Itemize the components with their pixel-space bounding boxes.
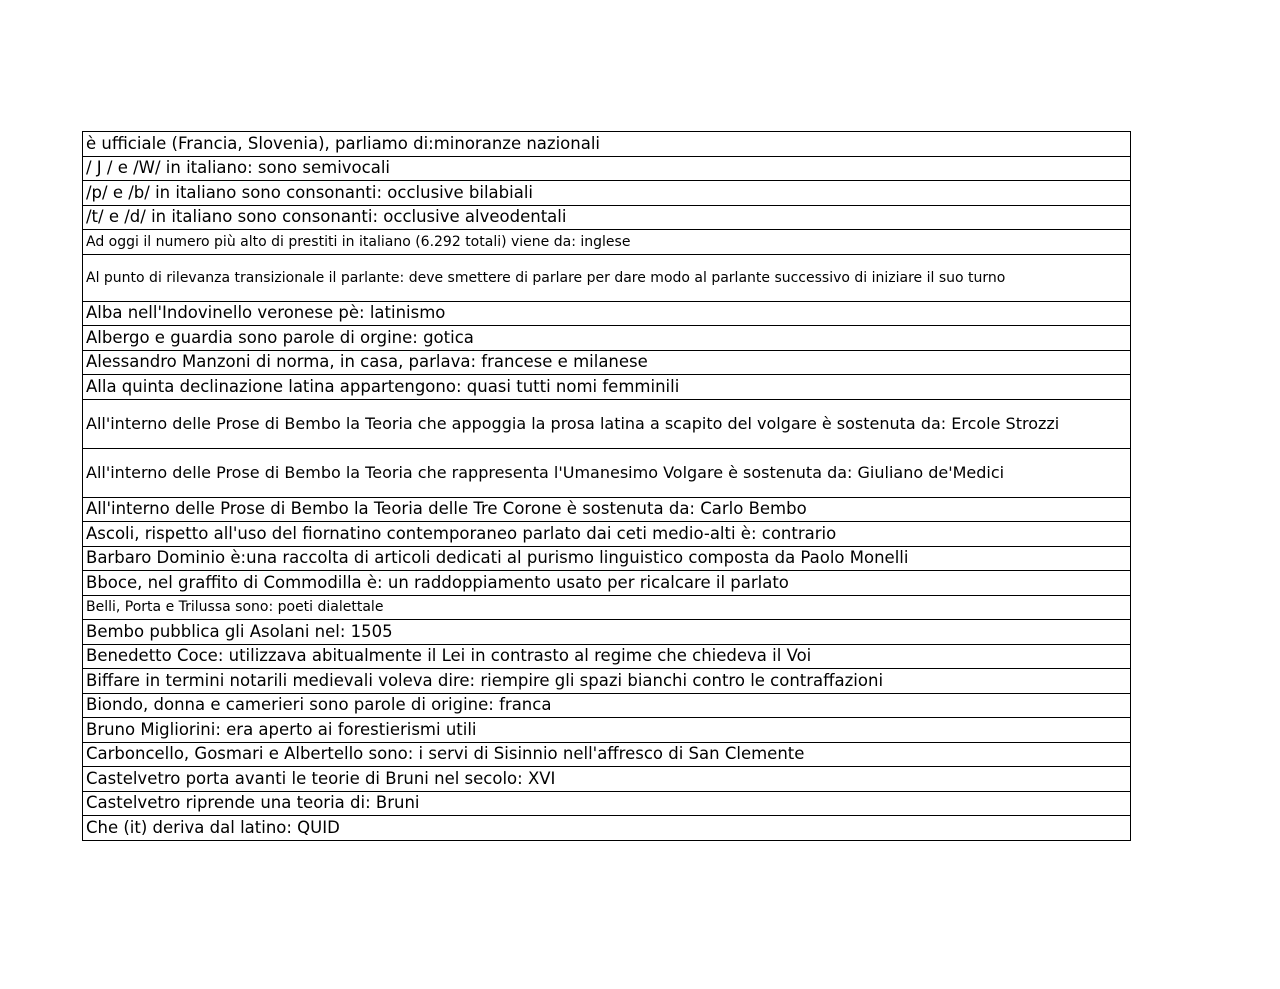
table-row — [83, 546, 1131, 571]
table-cell[interactable]: Alba nell'Indovinello veronese pè: latinismo — [83, 301, 1131, 326]
table-cell[interactable]: Bboce, nel graffito di Commodilla è: un raddoppiamento usato per ricalcare il parlato — [83, 571, 1131, 596]
table-cell[interactable]: /p/ e /b/ in italiano sono consonanti: occlusive bilabiali — [83, 181, 1131, 206]
table-cell[interactable]: Castelvetro riprende una teoria di: Bruni — [83, 791, 1131, 816]
table-cell[interactable]: Bruno Migliorini: era aperto ai forestierismi utili — [83, 718, 1131, 743]
table-row — [83, 718, 1131, 743]
spreadsheet-table — [82, 131, 1131, 841]
table-cell[interactable]: Carboncello, Gosmari e Albertello sono: i servi di Sisinnio nell'affresco di San Clemente — [83, 742, 1131, 767]
table-row — [83, 448, 1131, 497]
table-cell[interactable]: Ascoli, rispetto all'uso del fiornatino contemporaneo parlato dai ceti medio-alti è: contrario — [83, 522, 1131, 547]
table-row — [83, 230, 1131, 255]
table-row — [83, 156, 1131, 181]
table-row — [83, 595, 1131, 620]
table-cell[interactable]: Benedetto Coce: utilizzava abitualmente il Lei in contrasto al regime che chiedeva il Voi — [83, 644, 1131, 669]
table-row — [83, 205, 1131, 230]
table-row — [83, 693, 1131, 718]
table-row — [83, 132, 1131, 157]
table-cell[interactable]: Alla quinta declinazione latina appartengono: quasi tutti nomi femminili — [83, 375, 1131, 400]
table-cell[interactable]: All'interno delle Prose di Bembo la Teoria che appoggia la prosa latina a scapito del volgare è sostenuta da: Ercole Strozzi — [83, 399, 1131, 448]
table-row — [83, 767, 1131, 792]
table-cell[interactable]: Albergo e guardia sono parole di orgine: gotica — [83, 326, 1131, 351]
table-cell[interactable]: All'interno delle Prose di Bembo la Teoria delle Tre Corone è sostenuta da: Carlo Bembo — [83, 497, 1131, 522]
table-row — [83, 742, 1131, 767]
table-cell[interactable]: Al punto di rilevanza transizionale il parlante: deve smettere di parlare per dare modo al parlante successivo di iniziare il suo turno — [83, 254, 1131, 301]
table-row — [83, 791, 1131, 816]
table-cell[interactable]: Che (it) deriva dal latino: QUID — [83, 816, 1131, 841]
table-row — [83, 375, 1131, 400]
table-cell[interactable]: Biffare in termini notarili medievali voleva dire: riempire gli spazi bianchi contro le contraffazioni — [83, 669, 1131, 694]
table-row — [83, 301, 1131, 326]
table-cell[interactable]: All'interno delle Prose di Bembo la Teoria che rappresenta l'Umanesimo Volgare è sostenuta da: Giuliano de'Medici — [83, 448, 1131, 497]
table-cell[interactable]: Castelvetro porta avanti le teorie di Bruni nel secolo: XVI — [83, 767, 1131, 792]
table-row — [83, 816, 1131, 841]
table-cell[interactable]: Belli, Porta e Trilussa sono: poeti dialettale — [83, 595, 1131, 620]
table-cell[interactable]: Barbaro Dominio è:una raccolta di articoli dedicati al purismo linguistico composta da Paolo Monelli — [83, 546, 1131, 571]
table-row — [83, 644, 1131, 669]
table-cell[interactable]: /t/ e /d/ in italiano sono consonanti: occlusive alveodentali — [83, 205, 1131, 230]
table-row — [83, 254, 1131, 301]
table-cell[interactable]: Ad oggi il numero più alto di prestiti in italiano (6.292 totali) viene da: inglese — [83, 230, 1131, 255]
table-cell[interactable]: / J / e /W/ in italiano: sono semivocali — [83, 156, 1131, 181]
table-row — [83, 620, 1131, 645]
table-row — [83, 326, 1131, 351]
table-row — [83, 669, 1131, 694]
table-cell[interactable]: Bembo pubblica gli Asolani nel: 1505 — [83, 620, 1131, 645]
table-cell[interactable]: è ufficiale (Francia, Slovenia), parliamo di:minoranze nazionali — [83, 132, 1131, 157]
table-row — [83, 571, 1131, 596]
table-row — [83, 399, 1131, 448]
table-row — [83, 522, 1131, 547]
table-row — [83, 350, 1131, 375]
table-row — [83, 181, 1131, 206]
table-cell[interactable]: Biondo, donna e camerieri sono parole di origine: franca — [83, 693, 1131, 718]
table-row — [83, 497, 1131, 522]
table-cell[interactable]: Alessandro Manzoni di norma, in casa, parlava: francese e milanese — [83, 350, 1131, 375]
